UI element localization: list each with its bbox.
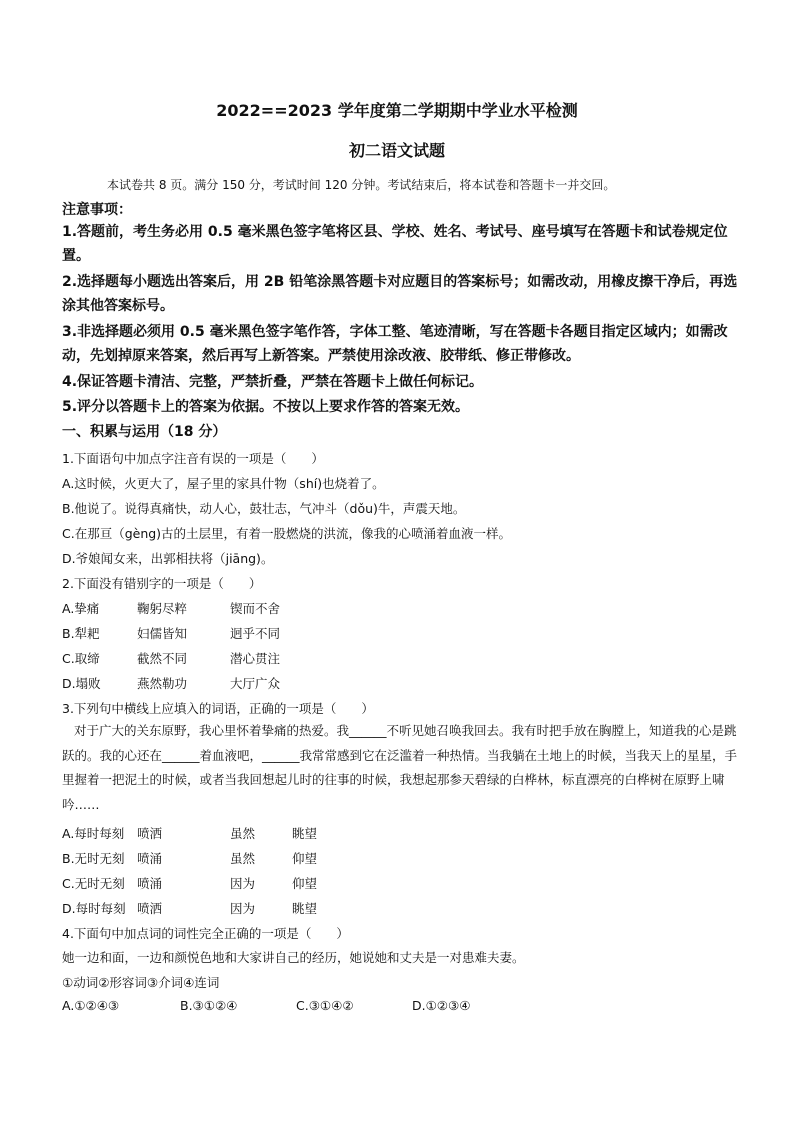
question-4-option-b: B.③①②④ — [180, 998, 238, 1013]
option-word: A.每时每刻 — [62, 826, 125, 841]
option-word: 截然不同 — [137, 651, 188, 666]
section-heading: 一、积累与运用（18 分） — [62, 424, 227, 440]
question-4-legend: ①动词②形容词③介词④连词 — [62, 975, 220, 990]
page-title: 2022==2023 学年度第二学期期中学业水平检测 — [216, 101, 578, 120]
option-word: B.犁耙 — [62, 626, 100, 641]
question-1-option-b: B.他说了。说得真痛快，动人心，鼓壮志，气冲斗（dǒu)牛，声震天地。 — [62, 501, 466, 516]
option-word: 虽然 — [230, 851, 256, 866]
question-4-option-c: C.③①④② — [296, 998, 354, 1013]
question-4-option-d: D.①②③④ — [412, 998, 471, 1013]
option-word: 因为 — [230, 901, 256, 916]
option-word: C.无时无刻 — [62, 876, 125, 891]
option-word: 锲而不舍 — [230, 601, 281, 616]
notice-item: 5.评分以答题卡上的答案为依据。不按以上要求作答的答案无效。 — [62, 399, 470, 415]
option-word: 喷洒 — [137, 826, 163, 841]
question-4-option-a: A.①②④③ — [62, 998, 120, 1013]
option-word: 眺望 — [292, 901, 318, 916]
question-1-option-d: D.爷娘闻女来，出郭相扶将（jiāng)。 — [62, 551, 274, 566]
option-word: 虽然 — [230, 826, 256, 841]
option-word: 喷洒 — [137, 901, 163, 916]
option-word: C.取缔 — [62, 651, 100, 666]
option-word: 仰望 — [292, 851, 318, 866]
notice-heading: 注意事项： — [62, 202, 132, 218]
notice-item: 1.答题前，考生务必用 0.5 毫米黑色签字笔将区县、学校、姓名、考试号、座号填写在答题卡和试卷规定位置。 — [62, 224, 728, 264]
question-4-sentence: 她一边和面，一边和颜悦色地和大家讲自己的经历，她说她和丈夫是一对患难夫妻。 — [62, 950, 525, 965]
question-1-option-c: C.在那亘（gèng)古的土层里，有着一股燃烧的洪流，像我的心喷涌着血液一样。 — [62, 526, 512, 541]
page-subtitle: 初二语文试题 — [348, 141, 445, 160]
question-2-stem: 2.下面没有错别字的一项是（ ） — [62, 576, 262, 591]
notice-item: 3.非选择题必须用 0.5 毫米黑色签字笔作答，字体工整、笔迹清晰，写在答题卡各题目指定区域内；如需改动，先划掉原来答案，然后再写上新答案。严禁使用涂改液、胶带纸、修正带修改。 — [62, 324, 728, 364]
option-word: 喷涌 — [137, 876, 163, 891]
option-word: 妇儒皆知 — [137, 626, 188, 641]
notice-item: 2.选择题每小题选出答案后，用 2B 铅笔涂黑答题卡对应题目的答案标号；如需改动，用橡皮擦干净后，再选涂其他答案标号。 — [62, 274, 738, 314]
option-word: 大厅广众 — [230, 676, 281, 691]
option-word: 仰望 — [292, 876, 318, 891]
option-word: 潜心贯注 — [230, 651, 281, 666]
question-1-stem: 1.下面语句中加点字注音有误的一项是（ ） — [62, 451, 324, 466]
option-word: 因为 — [230, 876, 256, 891]
question-1-option-a: A.这时候，火更大了，屋子里的家具什物（shí)也烧着了。 — [62, 476, 385, 491]
option-word: 喷涌 — [137, 851, 163, 866]
question-3-passage: 对于广大的关东原野，我心里怀着挚痛的热爱。我______不听见她召唤我回去。我有时把手放在胸膛上，知道我的心是跳跃的。我的心还在______着血液吧，______我常常感到它在泛滥着一种热情。当我躺在土地上的时候，当我天上的星星，手里握着一把泥土的时候，或者当我回想起儿时的往事的时候，我想起那参天碧绿的白桦林，标直漂亮的白桦树在原野上啸吟…… — [62, 723, 738, 812]
notice-item: 4.保证答题卡清洁、完整，严禁折叠，严禁在答题卡上做任何标记。 — [62, 374, 484, 390]
question-4-stem: 4.下面句中加点词的词性完全正确的一项是（ ） — [62, 926, 349, 941]
option-word: 迥乎不同 — [230, 626, 281, 641]
option-word: D.塌败 — [62, 676, 101, 691]
option-word: A.挚痛 — [62, 601, 100, 616]
option-word: 鞠躬尽粹 — [137, 601, 188, 616]
option-word: 眺望 — [292, 826, 318, 841]
option-word: 燕然勒功 — [137, 676, 188, 691]
option-word: D.每时每刻 — [62, 901, 126, 916]
exam-intro: 本试卷共 8 页。满分 150 分，考试时间 120 分钟。考试结束后，将本试卷和答题卡一并交回。 — [107, 178, 616, 192]
option-word: B.无时无刻 — [62, 851, 125, 866]
question-3-stem: 3.下列句中横线上应填入的词语，正确的一项是（ ） — [62, 701, 374, 716]
